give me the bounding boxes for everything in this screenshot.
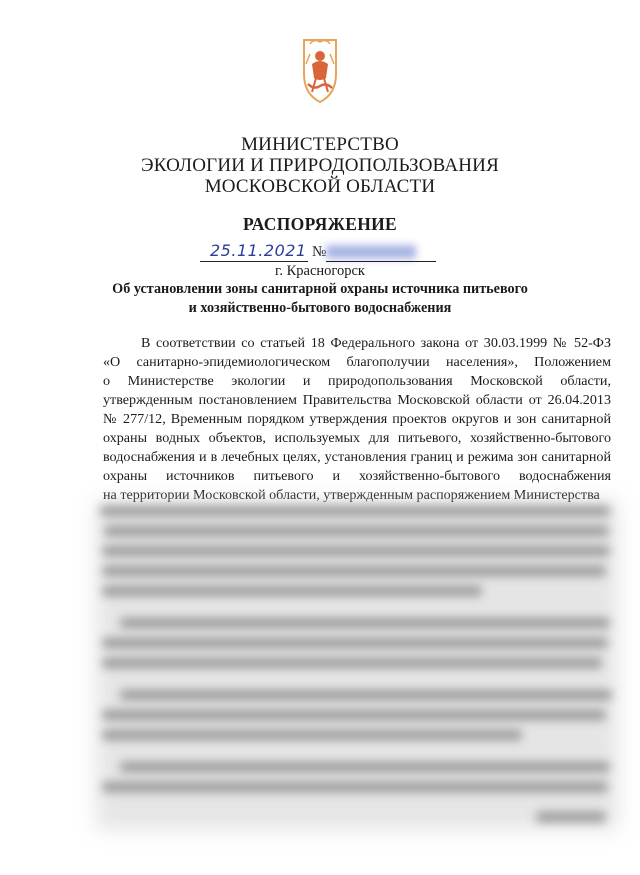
body-line: охраны источников питьевого и хозяйственно-бытового водоснабжения — [103, 468, 611, 484]
redacted-line — [102, 546, 610, 556]
city: г. Красногорск — [275, 263, 365, 279]
document-type: РАСПОРЯЖЕНИЕ — [242, 214, 397, 234]
redacted-line — [102, 710, 606, 720]
redacted-line — [536, 812, 606, 822]
ministry-line-1: МИНИСТЕРСТВО — [241, 134, 399, 155]
body-text — [103, 334, 611, 505]
document-date: 25.11.2021 — [210, 241, 307, 260]
redacted-line — [102, 638, 608, 648]
ministry-line-2: ЭКОЛОГИИ И ПРИРОДОПОЛЬЗОВАНИЯ — [141, 155, 499, 176]
number-underline — [326, 261, 436, 262]
number-label: № — [312, 244, 327, 260]
redacted-line — [102, 730, 522, 740]
body-line: № 277/12, Временным порядком утверждения проектов округов и зон санитарной — [103, 411, 611, 427]
redacted-line — [102, 586, 482, 596]
body-line: утвержденным постановлением Правительства Московской области от 26.04.2013 — [103, 392, 611, 408]
redacted-line — [102, 782, 608, 792]
body-line: о Министерстве экологии и природопользования Московской области, — [103, 373, 611, 389]
redacted-line — [100, 506, 610, 516]
redacted-line — [102, 566, 606, 576]
redacted-line — [104, 526, 609, 536]
document-title — [80, 280, 560, 318]
date-underline — [200, 261, 308, 262]
title-line-2: и хозяйственно-бытового водоснабжения — [188, 300, 452, 316]
ministry-line-3: МОСКОВСКОЙ ОБЛАСТИ — [204, 176, 436, 197]
date-number-line — [200, 240, 450, 264]
ministry-name — [100, 134, 540, 197]
body-line: В соответствии со статьей 18 Федерального закона от 30.03.1999 № 52-ФЗ — [141, 335, 611, 351]
body-line: охраны водных объектов, используемых для питьевого, хозяйственно-бытового — [103, 430, 611, 446]
body-line: на территории Московской области, утвержденным распоряжением Министерства — [103, 487, 600, 503]
body-line: водоснабжения и в лечебных целях, установления границ и режима зон санитарной — [103, 449, 611, 465]
redacted-line — [120, 762, 610, 772]
redacted-text-block — [96, 500, 618, 830]
redacted-line — [120, 618, 610, 628]
body-line: «О санитарно-эпидемиологическом благополучии населения», Положением — [103, 354, 611, 370]
redacted-number — [326, 245, 416, 259]
coat-of-arms-icon — [290, 34, 350, 106]
redacted-line — [120, 690, 612, 700]
title-line-1: Об установлении зоны санитарной охраны источника питьевого — [112, 281, 528, 297]
redacted-line — [102, 658, 602, 668]
